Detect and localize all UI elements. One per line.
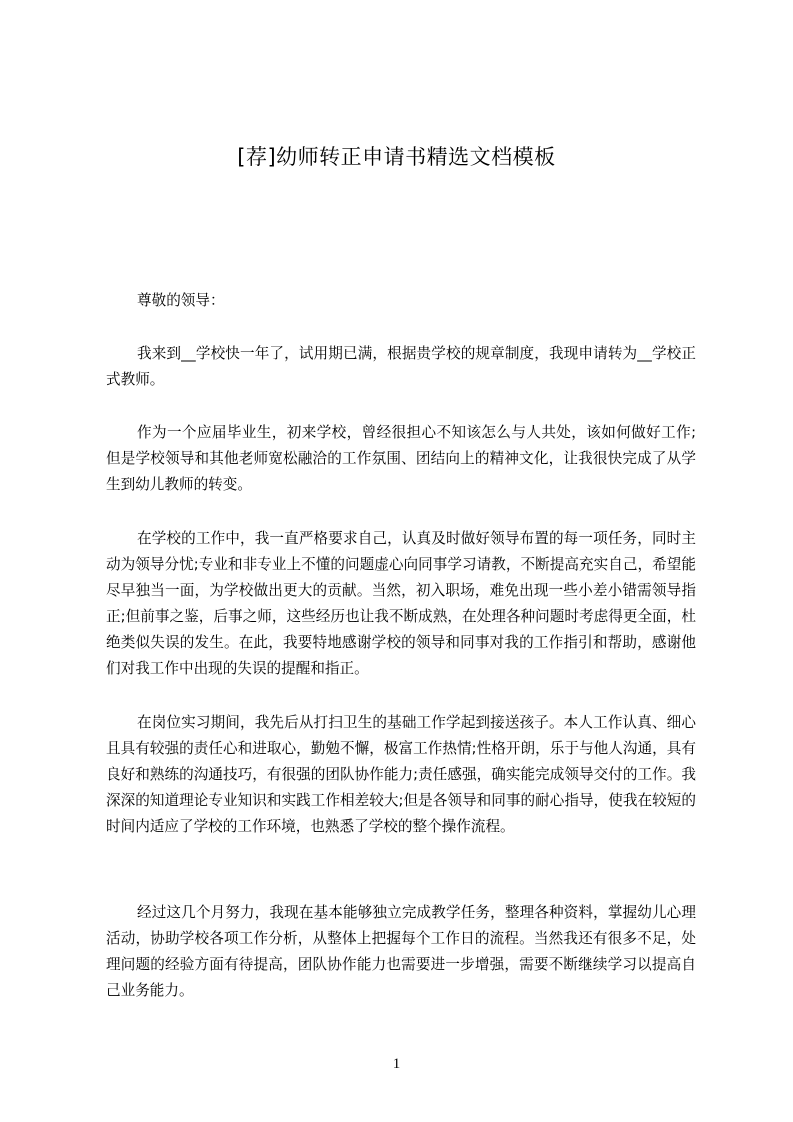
paragraph-text: 在岗位实习期间，我先后从打扫卫生的基础工作学起到接送孩子。本人工作认真、细心且具有较强的责任心和进取心，勤勉不懈，极富工作热情;性格开朗，乐于与他人沟通，具有良好和熟练的沟通技巧，有很强的团队协作能力;责任感强，确实能完成领导交付的工作。我深深的知道理论专业知识和实践工作相差较大;但是各领导和同事的耐心指导，使我在较短的时间内适应了学校的工作环境，也熟悉了学校的整个操作流程。	[106, 714, 696, 835]
paragraph-2	[106, 420, 696, 498]
paragraph-text: 我来到__学校快一年了，试用期已满，根据贵学校的规章制度，我现申请转为__学校正式教师。	[106, 345, 696, 388]
paragraph-3	[106, 526, 696, 682]
page-number: 1	[392, 1056, 401, 1072]
paragraph-5	[106, 900, 696, 1004]
paragraph-text: 作为一个应届毕业生，初来学校，曾经很担心不知该怎么与人共处，该如何做好工作;但是学校领导和其他老师宽松融洽的工作氛围、团结向上的精神文化，让我很快完成了从学生到幼儿教师的转变。	[106, 424, 696, 493]
paragraph-4	[106, 710, 696, 840]
paragraph-text: 在学校的工作中，我一直严格要求自己，认真及时做好领导布置的每一项任务，同时主动为领导分忧;专业和非专业上不懂的问题虚心向同事学习请教，不断提高充实自己，希望能尽早独当一面，为学校做出更大的贡献。当然，初入职场，难免出现一些小差小错需领导指正;但前事之鉴，后事之师，这些经历也让我不断成熟，在处理各种问题时考虑得更全面，杜绝类似失误的发生。在此，我要特地感谢学校的领导和同事对我的工作指引和帮助，感谢他们对我工作中出现的失误的提醒和指正。	[106, 530, 696, 677]
paragraph-1	[106, 341, 696, 393]
salutation: 尊敬的领导：	[137, 292, 225, 309]
paragraph-text: 经过这几个月努力，我现在基本能够独立完成教学任务，整理各种资料，掌握幼儿心理活动，协助学校各项工作分析，从整体上把握每个工作日的流程。当然我还有很多不足，处理问题的经验方面有待提高，团队协作能力也需要进一步增强，需要不断继续学习以提高自己业务能力。	[106, 904, 696, 999]
document-title: [荐]幼师转正申请书精选文档模板	[237, 145, 556, 169]
